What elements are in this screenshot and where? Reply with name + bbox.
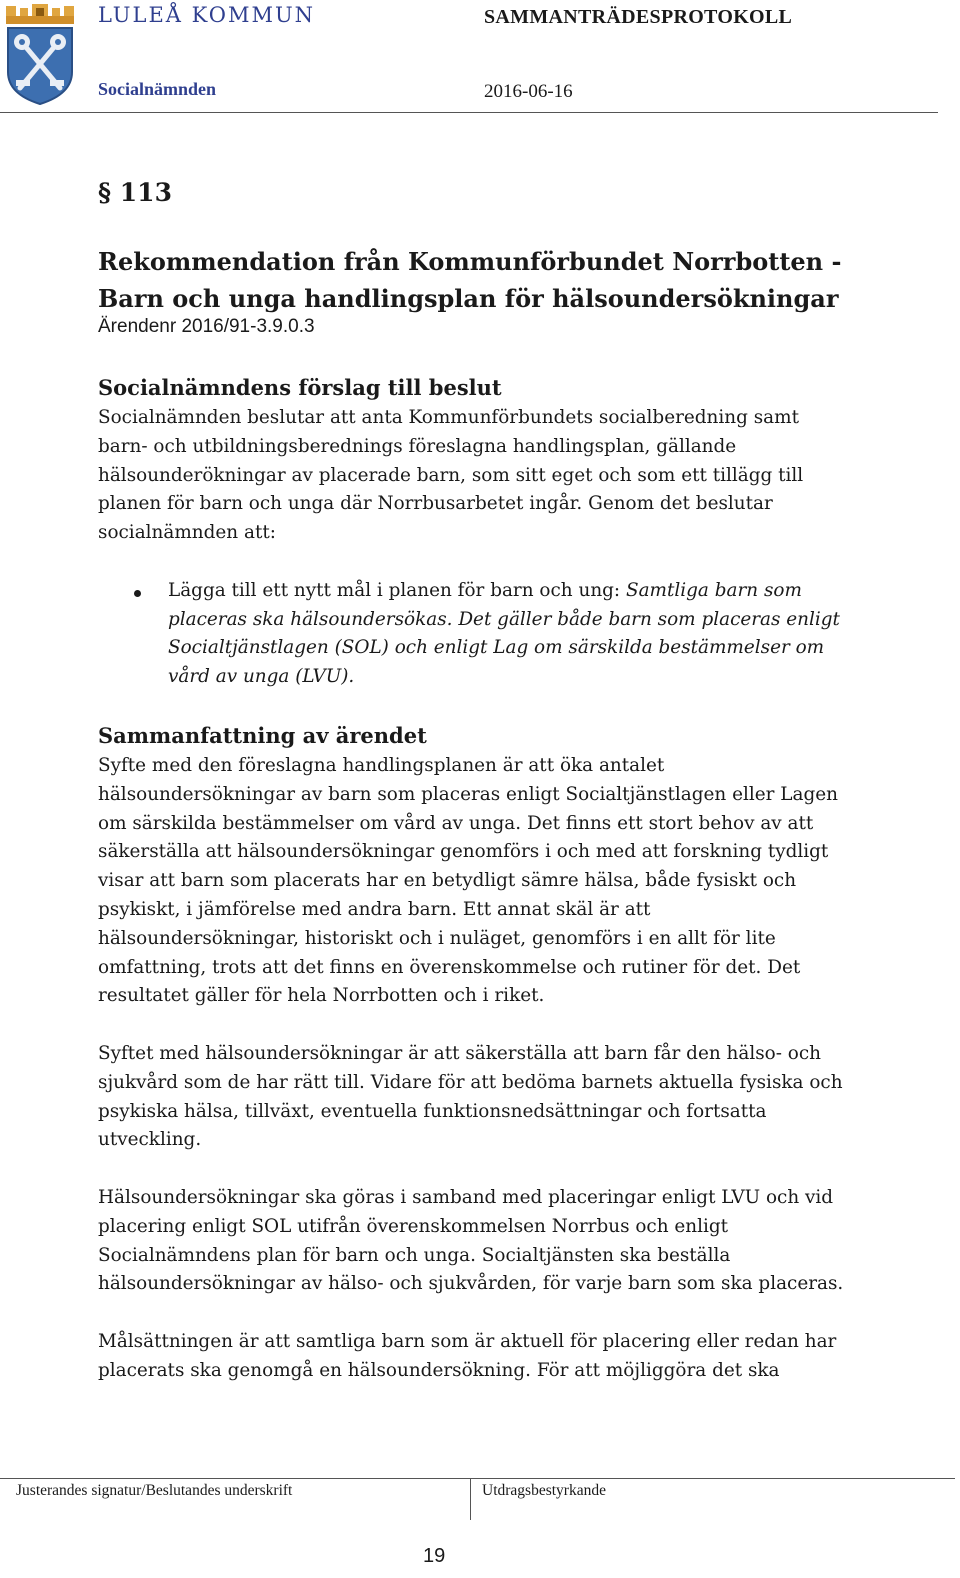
- summary-paragraph-3: Hälsoundersökningar ska göras i samband med placeringar enligt LVU och vid placering enligt SOL utifrån överenskommelsen Norrbus och enligt Socialnämndens plan för barn och unga. Socialtjänsten ska beställa hälsoundersökningar av hälso- och sjukvården, för varje barn som ska placeras.: [98, 1186, 844, 1295]
- footer-column-divider: [470, 1478, 471, 1520]
- meeting-date: 2016-06-16: [484, 81, 573, 102]
- section-number: § 113: [98, 178, 172, 207]
- lulea-coat-of-arms-icon: [2, 2, 78, 106]
- list-item: [168, 577, 848, 692]
- summary-paragraph-1: Syfte med den föreslagna handlingsplanen är att öka antalet hälsoundersökningar av barn som placeras enligt Socialtjänstlagen eller Lagen om särskilda bestämmelser om vård av unga. Det finns ett stort behov av att säkerställa att hälsoundersökningar genomförs i och med att forskning tydligt visar att barn som placerats har en betydligt sämre hälsa, både fysiskt och psykiskt, i jämförelse med andra barn. Ett annat skäl är att hälsoundersökningar, historiskt och i nuläget, genomförs i en allt för lite omfattning, trots att det finns en överenskommelse och rutiner för det. Det resultatet gäller för hela Norrbotten och i riket.: [98, 754, 838, 1007]
- certification-label: Utdragsbestyrkande: [482, 1482, 606, 1499]
- footer-divider: [0, 1478, 955, 1479]
- decision-list: [98, 577, 848, 692]
- summary-heading: Sammanfattning av ärendet: [98, 722, 427, 748]
- summary-paragraph-4: Målsättningen är att samtliga barn som är aktuell för placering eller redan har placerats ska genomgå en hälsoundersökning. För att möjliggöra det ska: [98, 1330, 837, 1381]
- decision-lead: Lägga till ett nytt mål i planen för barn och ung:: [168, 579, 626, 601]
- item-title: [98, 243, 888, 317]
- proposal-text: Socialnämnden beslutar att anta Kommunförbundets socialberedning samt barn- och utbildningsberednings föreslagna handlingsplan, gällande hälsounderökningar av placerade barn, som sitt eget och som ett tillägg till planen för barn och unga där Norrbusarbetet ingår. Genom det beslutar socialnämnden att:: [98, 407, 804, 544]
- decision-goal: Samtliga barn som placeras ska hälsoundersökas. Det gäller både barn som placeras enligt Socialtjänstlagen (SOL) och enligt Lag om särskilda bestämmelser om vård av unga (LVU).: [168, 579, 840, 688]
- signature-label: Justerandes signatur/Beslutandes underskrift: [16, 1482, 293, 1499]
- department-name: Socialnämnden: [98, 79, 217, 99]
- document-type: SAMMANTRÄDESPROTOKOLL: [484, 6, 793, 28]
- summary-paragraph-2: Syftet med hälsoundersökningar är att säkerställa att barn får den hälso- och sjukvård som de har rätt till. Vidare för att bedöma barnets aktuella fysiska och psykiska hälsa, tillväxt, eventuella funktionsnedsättningar och fortsatta utveckling.: [98, 1042, 843, 1151]
- proposal-heading: Socialnämndens förslag till beslut: [98, 375, 502, 400]
- case-number: Ärendenr 2016/91-3.9.0.3: [98, 316, 315, 337]
- header-divider: [0, 112, 938, 113]
- document-body: [98, 372, 848, 1386]
- item-title-line-2: Barn och unga handlingsplan för hälsoundersökningar: [98, 284, 839, 313]
- page-number: 19: [423, 1545, 446, 1567]
- bullet-icon: [134, 590, 141, 597]
- organization-name: LULEÅ KOMMUN: [98, 3, 316, 27]
- item-title-line-1: Rekommendation från Kommunförbundet Norrbotten -: [98, 247, 842, 276]
